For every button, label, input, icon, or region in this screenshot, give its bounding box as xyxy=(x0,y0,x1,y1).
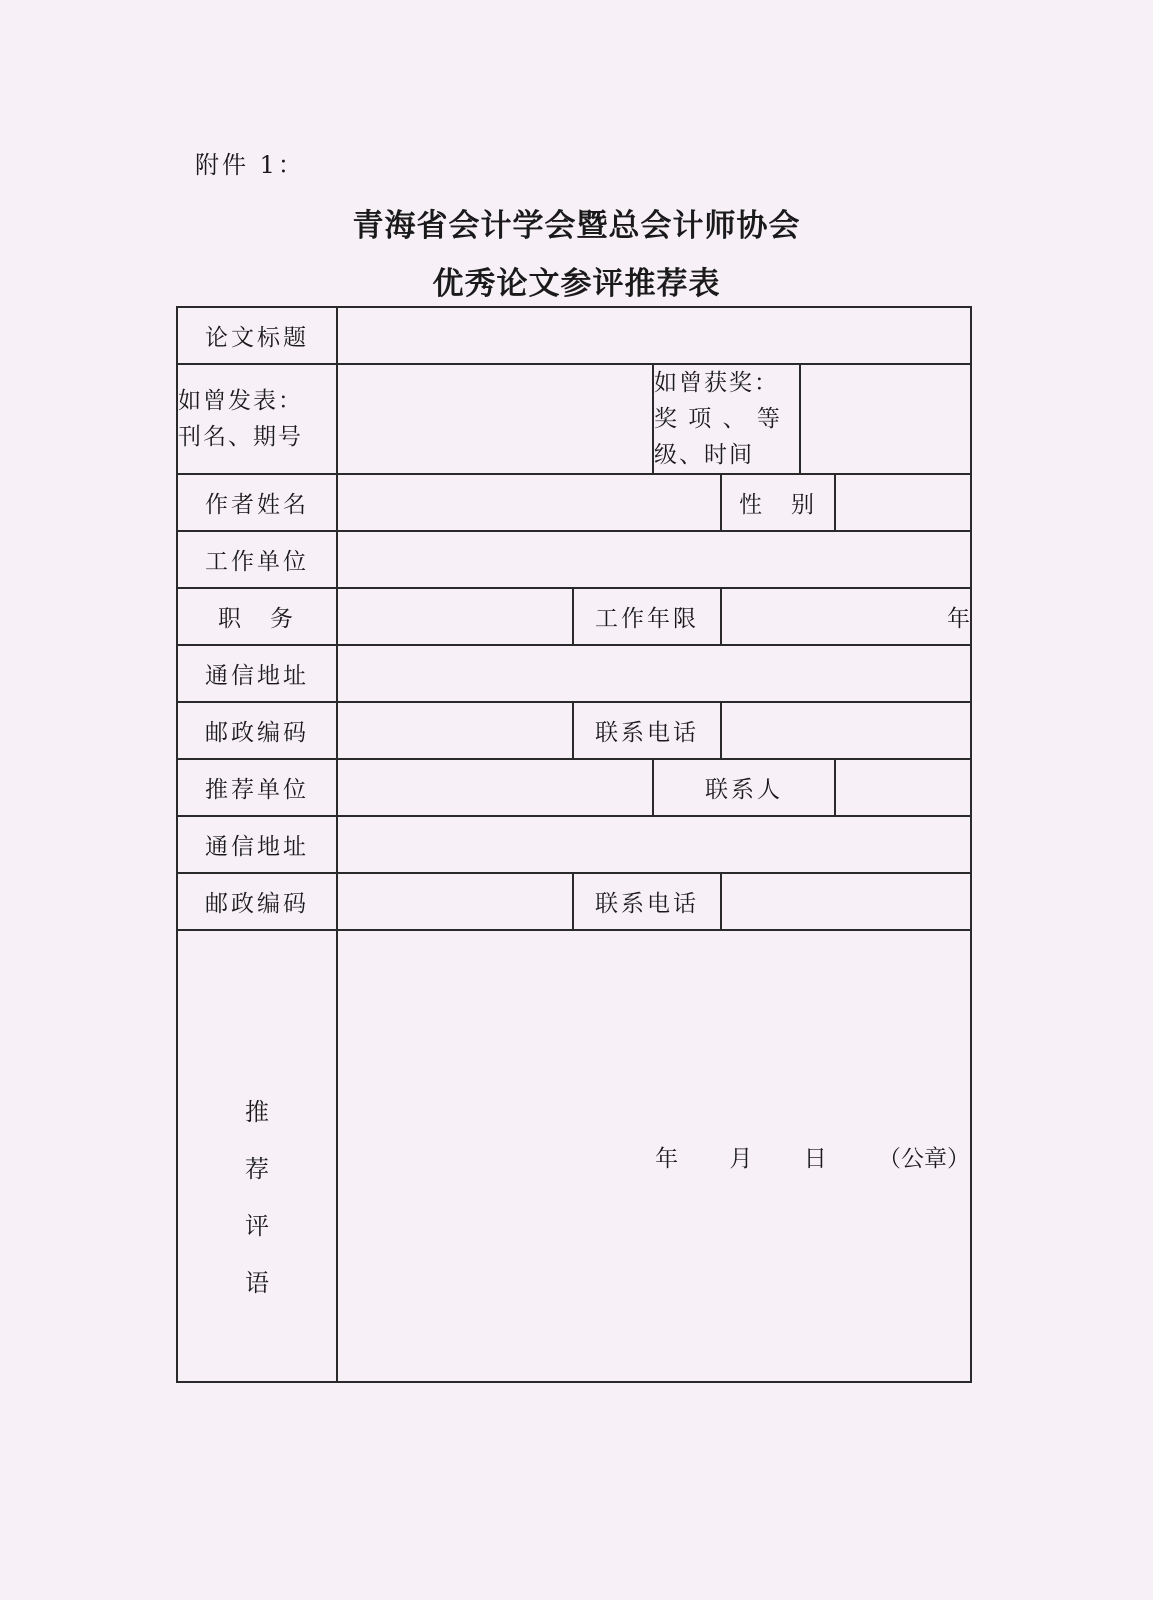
awards-label-line2: 奖 项 、 等 xyxy=(654,406,782,432)
published-field[interactable] xyxy=(337,364,653,474)
row-postal-phone-2 xyxy=(177,873,971,930)
date-day-label: 日 xyxy=(803,1145,827,1172)
work-years-label: 工作年限 xyxy=(573,588,721,645)
recommending-unit-field[interactable] xyxy=(337,759,653,816)
contact-person-label: 联系人 xyxy=(653,759,835,816)
published-label xyxy=(177,364,337,474)
form-title-line2: 优秀论文参评推荐表 xyxy=(432,266,721,302)
row-author xyxy=(177,474,971,531)
postal-code-label: 邮政编码 xyxy=(177,702,337,759)
position-label: 职 务 xyxy=(177,588,337,645)
work-unit-label: 工作单位 xyxy=(177,531,337,588)
contact-person-field[interactable] xyxy=(835,759,971,816)
date-month-label: 月 xyxy=(729,1145,753,1172)
gender-field[interactable] xyxy=(835,474,971,531)
row-comments xyxy=(177,930,971,1382)
gender-label: 性 别 xyxy=(721,474,835,531)
comment-label-char-1: 推 xyxy=(245,1098,269,1126)
address-field-2[interactable] xyxy=(337,816,971,873)
paper-title-label: 论文标题 xyxy=(177,307,337,364)
row-publication xyxy=(177,364,971,474)
row-address-2 xyxy=(177,816,971,873)
postal-code-field-2[interactable] xyxy=(337,873,573,930)
postal-code-field[interactable] xyxy=(337,702,573,759)
row-position xyxy=(177,588,971,645)
postal-code-label-2: 邮政编码 xyxy=(177,873,337,930)
row-postal-phone xyxy=(177,702,971,759)
recommendation-comment-label xyxy=(177,930,337,1382)
date-seal-line xyxy=(338,1140,970,1173)
date-year-label: 年 xyxy=(655,1145,679,1172)
paper-title-field[interactable] xyxy=(337,307,971,364)
comment-label-char-3: 评 xyxy=(245,1212,269,1240)
phone-field-2[interactable] xyxy=(721,873,971,930)
work-years-field[interactable] xyxy=(721,588,971,645)
published-label-line2: 刊名、期号 xyxy=(178,424,303,450)
comment-label-char-2: 荐 xyxy=(245,1155,269,1183)
awards-label-line1: 如曾获奖： xyxy=(654,370,779,396)
address-label: 通信地址 xyxy=(177,645,337,702)
seal-label: （公章） xyxy=(878,1145,971,1172)
recommending-unit-label: 推荐单位 xyxy=(177,759,337,816)
awards-label-line3: 级、时间 xyxy=(654,442,754,468)
row-paper-title xyxy=(177,307,971,364)
years-unit-label: 年 xyxy=(947,606,971,632)
author-name-label: 作者姓名 xyxy=(177,474,337,531)
address-label-2: 通信地址 xyxy=(177,816,337,873)
form-title-line1: 青海省会计学会暨总会计师协会 xyxy=(352,208,801,244)
attachment-label: 附件 1： xyxy=(195,151,305,179)
comment-label-char-4: 语 xyxy=(245,1269,269,1297)
recommendation-form-table xyxy=(176,306,972,1383)
work-unit-field[interactable] xyxy=(337,531,971,588)
row-work-unit xyxy=(177,531,971,588)
published-label-line1: 如曾发表： xyxy=(178,388,303,414)
phone-label-2: 联系电话 xyxy=(573,873,721,930)
awards-field[interactable] xyxy=(800,364,971,474)
row-recommending-unit xyxy=(177,759,971,816)
awards-label xyxy=(653,364,800,474)
address-field[interactable] xyxy=(337,645,971,702)
phone-field[interactable] xyxy=(721,702,971,759)
author-name-field[interactable] xyxy=(337,474,721,531)
position-field[interactable] xyxy=(337,588,573,645)
phone-label: 联系电话 xyxy=(573,702,721,759)
recommendation-comment-field[interactable] xyxy=(337,930,971,1382)
row-address xyxy=(177,645,971,702)
